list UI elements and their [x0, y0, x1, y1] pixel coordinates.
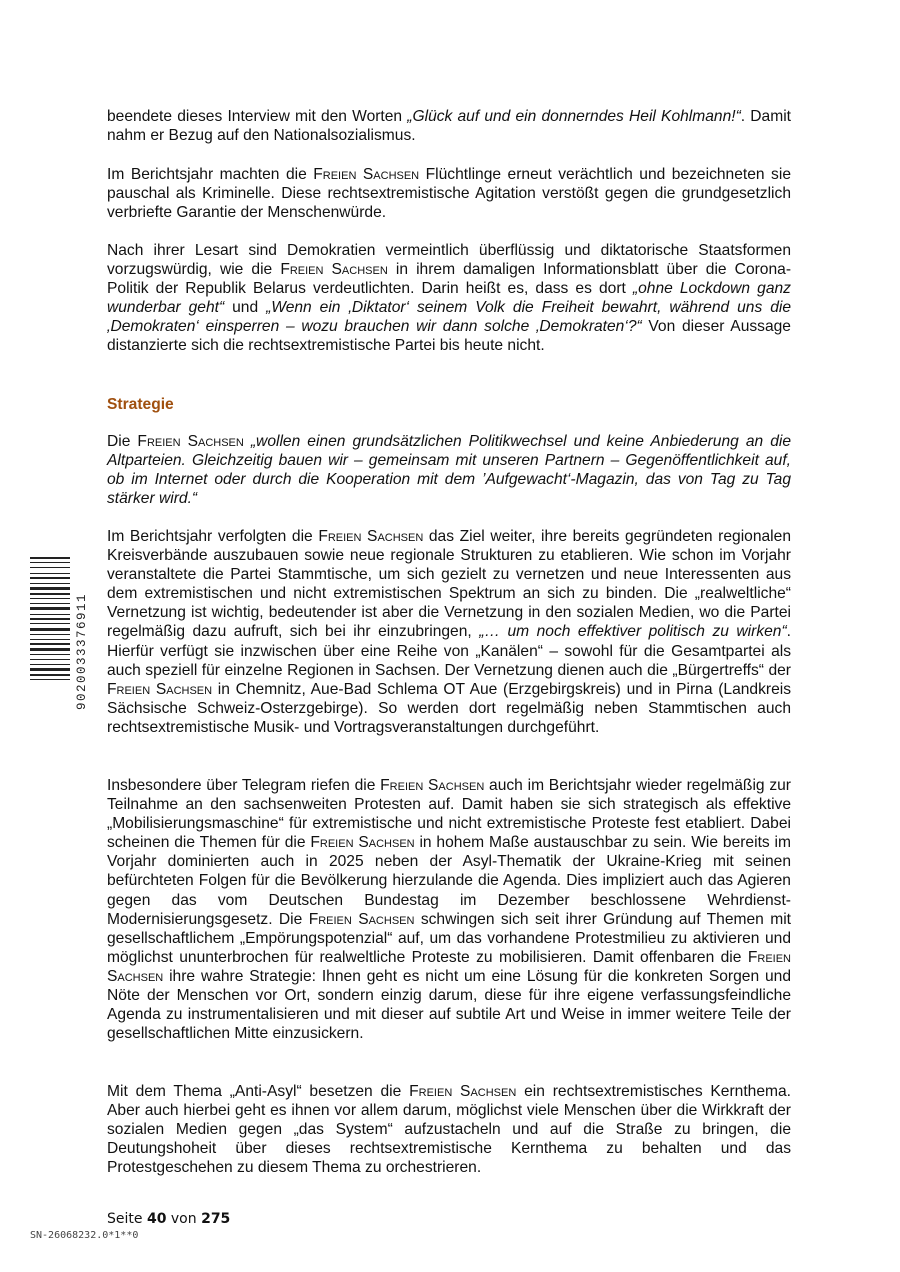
body-text: ein rechtsextremistisches Kernthema. Aber auch hierbei geht es ihnen vor allem darum, möglichst viele Menschen über die Wirkkraft der sozialen Medien gegen „das System“ aufzustacheln und auf die Straße zu bringen, die Deutungshoheit über dieses rechtsextremistische Kernthema zu behalten und das Protestgeschehen zu diesem Thema zu orchestrieren. — [107, 1083, 792, 1177]
body-text: schwingen sich seit ihrer Gründung auf Themen mit gesellschaftlichem „Empörungspotenzial“ auf, um das vorhandene Protestmilieu zu aktivieren und möglichst ununterbrochen für realweltliche Proteste zu mobilisieren. Damit offenbaren die — [107, 910, 792, 966]
barcode-bar — [30, 583, 70, 584]
barcode-bar — [30, 614, 70, 615]
body-text: beendete dieses Interview mit den Worten — [107, 108, 408, 125]
body-text: Insbesondere über Telegram riefen die — [107, 777, 381, 794]
body-text: Mit dem Thema „Anti-Asyl“ besetzen die — [107, 1083, 410, 1100]
barcode-bar — [30, 587, 70, 590]
barcode-bar — [30, 562, 70, 563]
body-text: das Ziel weiter, ihre bereits gegründeten regionalen Kreisverbände auszubauen sowie neue regionale Strukturen zu etablieren. Wie schon im Vorjahr veranstaltete die Partei Stammtische, um sich gezielt zu vernetzen und neue Interessenten aus dem extremistischen und nicht extremistischen Spektrum an sich zu binden. Die „realweltliche“ Vernetzung ist wichtig, bedeutender ist aber die Vernetzung in den sozialen Medien, wo die Partei regelmäßig dazu aufruft, sich bei ihr einzubringen, — [107, 528, 791, 641]
party-name: Freien Sachsen — [308, 910, 415, 928]
paragraph-telegram-mobilisation — [107, 776, 791, 1043]
page-number — [107, 1211, 230, 1228]
paragraph-strategy-quote — [107, 432, 791, 508]
body-text: Von dieser Aussage distanzierte sich die rechtsextremistische Partei bis heute nicht. — [107, 318, 791, 355]
barcode-bar — [30, 567, 70, 568]
party-name: Freien Sachsen — [310, 834, 415, 852]
body-text: . Damit nahm er Bezug auf den Nationalsozialismus. — [107, 108, 792, 145]
barcode-bar — [30, 674, 70, 676]
body-text: Nach ihrer Lesart sind Demokratien vermeintlich überflüssig und diktatorische Staatsformen vorzugswürdig, wie die — [107, 242, 791, 279]
barcode-bar — [30, 634, 70, 635]
barcode-bar — [30, 607, 70, 610]
quote-text: „wollen einen grundsätzlichen Politikwechsel und keine Anbiederung an die Altparteien. Gleichzeitig bauen wir – gemeinsam mit unseren Partnern – Gegenöffentlichkeit auf, ob im Internet oder durch die Kooperation mit dem ’Aufgewacht‘-Magazin, das von Tag zu Tag stärker wird.“ — [107, 433, 792, 508]
body-text: Im Berichtsjahr verfolgten die — [107, 528, 319, 545]
barcode-bar — [30, 628, 70, 631]
party-name: Freien Sachsen — [380, 777, 485, 794]
barcode-image — [30, 557, 70, 713]
barcode-bar — [30, 648, 70, 651]
barcode-bar — [30, 643, 70, 645]
party-name: Freien Sachsen — [409, 1083, 517, 1100]
barcode-bar — [30, 668, 70, 671]
body-text: in hohem Maße austauschbar zu sein. Wie bereits im Vorjahr dominierten auch in 2025 neben der Asyl-Thematik der Ukraine-Krieg mit seinen befürchteten Folgen für die Bevölkerung hierzulande die Agenda. Dies impliziert auch das Agieren gegen das vom Deutschen Bundestag im Dezember beschlossene Wehrdienst-Modernisierungsgesetz. Die — [107, 834, 791, 928]
party-name: Freien Sachsen — [137, 433, 244, 450]
barcode-bar — [30, 557, 70, 559]
page-number-prefix: Seite — [107, 1211, 143, 1227]
body-text: Die — [107, 433, 138, 450]
paragraph-networking — [107, 527, 791, 737]
barcode-bar — [30, 598, 70, 599]
body-text: und — [224, 299, 267, 317]
body-text: ihre wahre Strategie: Ihnen geht es nicht um eine Lösung für die konkreten Sorgen und Nöte der Menschen vor Ort, sondern einzig darum, diese für ihre eigene verfassungsfeindliche Agenda zu instrumentalisieren und mit dieser auf subtile Art und Weise in immer weitere Teile der gesellschaftlichen Mitte einzusickern. — [107, 967, 791, 1043]
quote-text: „… um noch effektiver politisch zu wirken“ — [479, 623, 787, 641]
barcode-bar — [30, 577, 70, 579]
body-text: in ihrem damaligen Informationsblatt über die Corona-Politik der Republik Belarus verdeutlichten. Darin heißt es, dass es dort — [107, 261, 792, 298]
barcode-bar — [30, 593, 70, 595]
body-text: . Hierfür verfügt sie inzwischen über eine Reihe von „Kanälen“ – sowohl für die Gesamtpartei als auch speziell für einzelne Regionen in Sachsen. Der Vernetzung dienen auch die „Bürgertreffs“ der — [107, 623, 791, 679]
party-name: Freien Sachsen — [107, 680, 213, 698]
quote-text: „Glück auf und ein donnerndes Heil Kohlmann!“ — [407, 108, 741, 125]
body-text: Im Berichtsjahr machten die — [107, 166, 314, 183]
paragraph-democracy — [107, 241, 791, 356]
barcode-bar — [30, 659, 70, 660]
party-name: Freien Sachsen — [280, 261, 388, 279]
body-text — [244, 433, 251, 450]
party-name: Freien Sachsen — [318, 528, 424, 545]
barcode-bar — [30, 679, 70, 680]
barcode-bar — [30, 618, 70, 620]
barcode-bar — [30, 603, 70, 604]
barcode-bar — [30, 654, 70, 655]
barcode-bar — [30, 639, 70, 640]
paragraph-anti-asyl — [107, 1082, 791, 1177]
barcode-digits: 9020033376911 — [75, 592, 89, 710]
barcode-bar — [30, 573, 70, 574]
body-text: auch im Berichtsjahr wieder regelmäßig zur Teilnahme an den sachsenweiten Protesten auf. Damit haben sie sich strategisch als effektive „Mobilisierungsmaschine“ für extremistische und nicht extremistische Proteste fest etabliert. Dabei scheinen die Themen für die — [107, 777, 791, 852]
quote-text: „ohne Lockdown ganz wunderbar geht“ — [107, 280, 791, 317]
party-name: Freien Sachsen — [107, 948, 791, 985]
quote-text: „Wenn ein ‚Diktator‘ seinem Volk die Freiheit bewahrt, während uns die ‚Demokraten‘ einsperren – wozu brauchen wir dann solche ‚Demokraten‘?“ — [107, 299, 792, 336]
party-name: Freien Sachsen — [313, 166, 420, 183]
barcode-bar — [30, 664, 70, 665]
page-number-current: 40 — [146, 1211, 167, 1227]
document-id: SN-26068232.0*1**0 — [30, 1230, 139, 1241]
page-number-middle: von — [170, 1211, 197, 1227]
paragraph-interview-end — [107, 107, 791, 145]
body-text: in Chemnitz, Aue-Bad Schlema OT Aue (Erzgebirgskreis) und in Pirna (Landkreis Sächsische Schweiz-Osterzgebirge). So werden dort regelmäßig neben Stammtischen auch rechtsextremistische Musik- und Vortragsveranstaltungen durchgeführt. — [107, 680, 792, 736]
section-heading-strategie: Strategie — [107, 396, 174, 413]
paragraph-refugees — [107, 165, 791, 222]
barcode-bar — [30, 623, 70, 624]
page-number-total: 275 — [201, 1211, 231, 1227]
body-text: Flüchtlinge erneut verächtlich und bezeichneten sie pauschal als Kriminelle. Diese rechtsextremistische Agitation verstößt gegen die grundgesetzlich verbriefte Garantie der Menschenwürde. — [107, 166, 791, 222]
